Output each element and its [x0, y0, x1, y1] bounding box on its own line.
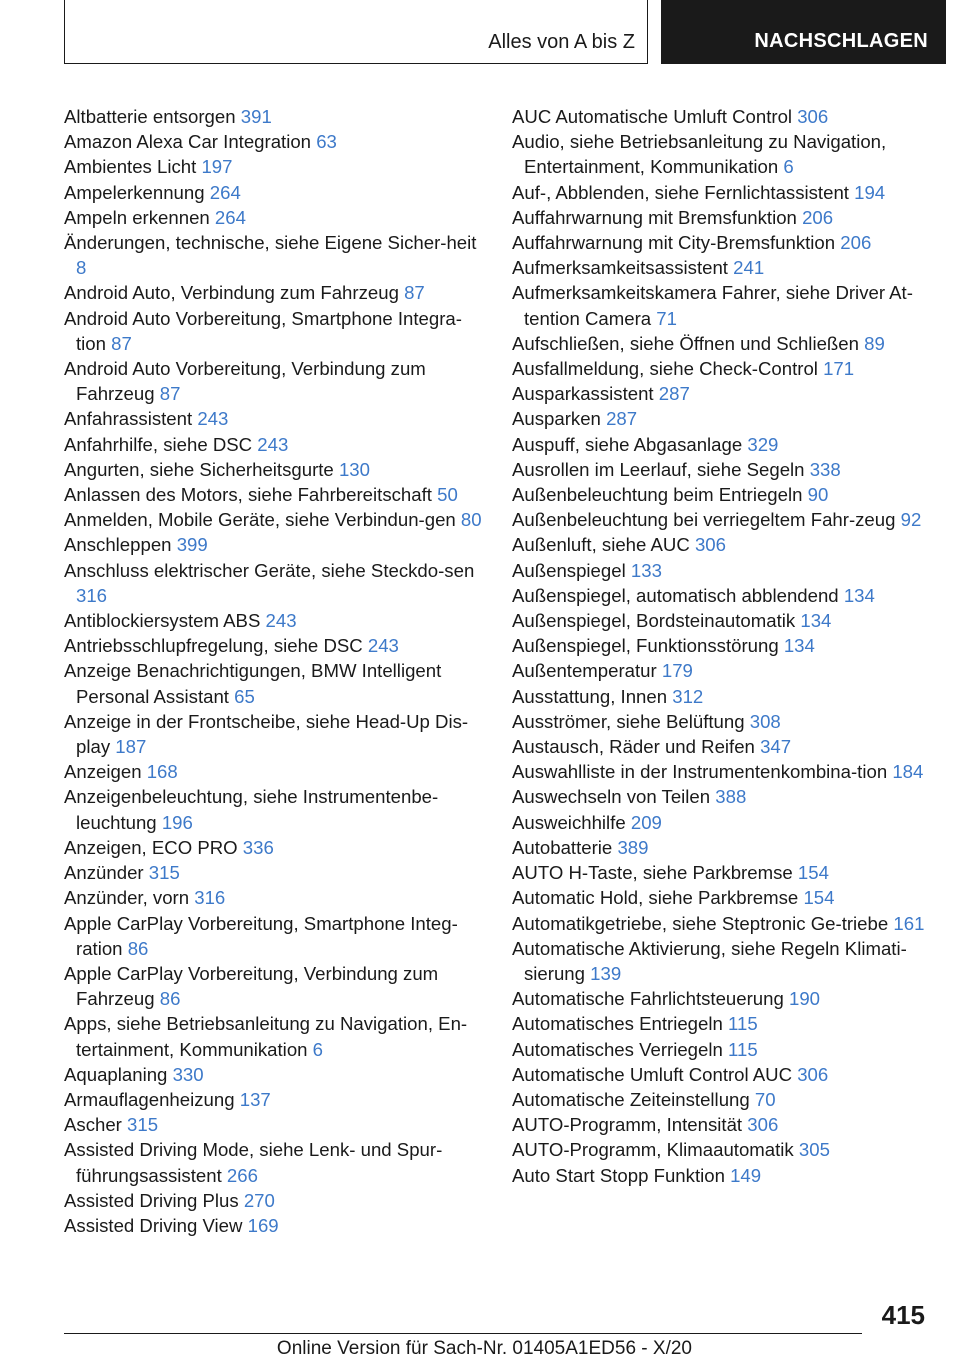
page-reference-link[interactable]: 86: [127, 937, 149, 959]
page-reference-link[interactable]: 197: [201, 156, 233, 178]
page-reference-link[interactable]: 80: [460, 509, 482, 531]
index-term: Anzünder, vorn: [64, 887, 190, 909]
index-entry: [512, 255, 932, 280]
index-entry: [64, 558, 484, 608]
footer-divider: [64, 1333, 862, 1334]
index-term: Audio, siehe Betriebsanleitung zu Navigation, Entertainment, Kommunikation: [512, 131, 887, 178]
index-entry: [512, 583, 932, 608]
page-reference-link[interactable]: 287: [606, 408, 638, 430]
index-entry: [64, 356, 484, 406]
index-term: Anzeigen, ECO PRO: [64, 836, 238, 858]
page-reference-link[interactable]: 194: [854, 181, 886, 203]
page-reference-link[interactable]: 306: [694, 534, 726, 556]
index-entry: [64, 154, 484, 179]
index-term: Außenspiegel, automatisch abblendend: [512, 584, 839, 606]
chapter-title: NACHSCHLAGEN: [754, 30, 928, 52]
page-reference-link[interactable]: 6: [783, 156, 794, 178]
index-entry: [512, 381, 932, 406]
page-reference-link[interactable]: 388: [715, 786, 747, 808]
index-term: Ausparkassistent: [512, 383, 654, 405]
index-entry: [512, 734, 932, 759]
index-entry: [64, 911, 484, 961]
page-reference-link[interactable]: 206: [840, 232, 872, 254]
index-entry: [512, 1163, 932, 1188]
index-term: Auspuff, siehe Abgasanlage: [512, 433, 743, 455]
index-entry: [512, 633, 932, 658]
page-reference-link[interactable]: 90: [807, 484, 829, 506]
index-term: Auffahrwarnung mit City-Bremsfunktion: [512, 232, 836, 254]
index-term: Auto Start Stopp Funktion: [512, 1164, 725, 1186]
page-reference-link[interactable]: 347: [760, 736, 792, 758]
index-entry: [64, 180, 484, 205]
index-term: Auf-, Abblenden, siehe Fernlichtassistent: [512, 181, 849, 203]
index-entry: [64, 104, 484, 129]
page-reference-link[interactable]: 65: [234, 685, 255, 707]
index-term: Aquaplaning: [64, 1063, 168, 1085]
index-entry: [512, 507, 932, 532]
index-term: Assisted Driving Plus: [64, 1189, 239, 1211]
page-reference-link[interactable]: 171: [823, 358, 855, 380]
index-term: Assisted Driving View: [64, 1214, 243, 1236]
index-entry: [64, 1112, 484, 1137]
index-term: Anzeige Benachrichtigungen, BMW Intelligent Personal Assistant: [64, 660, 442, 707]
index-term: Anfahrassistent: [64, 408, 193, 430]
index-term: Armauflagenheizung: [64, 1088, 235, 1110]
index-term: Außentemperatur: [512, 660, 657, 682]
index-entry: [64, 835, 484, 860]
page-reference-link[interactable]: 154: [803, 887, 835, 909]
page-reference-link[interactable]: 154: [797, 862, 829, 884]
index-entry: [64, 784, 484, 834]
index-term: Ascher: [64, 1114, 122, 1136]
page-reference-link[interactable]: 336: [242, 836, 274, 858]
index-entry: [64, 1137, 484, 1187]
page-reference-link[interactable]: 315: [148, 862, 180, 884]
page-reference-link[interactable]: 306: [797, 1063, 829, 1085]
page-reference-link[interactable]: 287: [658, 383, 690, 405]
page-reference-link[interactable]: 266: [226, 1164, 258, 1186]
index-entry: [512, 860, 932, 885]
index-entry: [512, 1112, 932, 1137]
index-entry: [512, 658, 932, 683]
index-term: Antiblockiersystem ABS: [64, 610, 261, 632]
page-reference-link[interactable]: 179: [661, 660, 693, 682]
page-reference-link[interactable]: 305: [798, 1139, 830, 1161]
index-term: Ausweichhilfe: [512, 811, 626, 833]
index-term: Android Auto Vorbereitung, Smartphone Integra-tion: [64, 307, 462, 354]
index-entry: [64, 759, 484, 784]
page-reference-link[interactable]: 115: [728, 1038, 758, 1060]
index-entry: [64, 608, 484, 633]
index-term: Assisted Driving Mode, siehe Lenk- und Spur-führungsassistent: [64, 1139, 443, 1186]
index-term: Ampelerkennung: [64, 181, 205, 203]
index-term: Anlassen des Motors, siehe Fahrbereitschaft: [64, 484, 432, 506]
index-term: Anzeigen: [64, 761, 142, 783]
index-entry: [64, 1062, 484, 1087]
index-entry: [64, 280, 484, 305]
index-column-right: [512, 104, 932, 1188]
index-entry: [512, 1037, 932, 1062]
index-term: AUTO H-Taste, siehe Parkbremse: [512, 862, 793, 884]
page-reference-link[interactable]: 243: [367, 635, 399, 657]
index-term: Altbatterie entsorgen: [64, 106, 236, 127]
index-entry: [64, 961, 484, 1011]
index-term: Aufschließen, siehe Öffnen und Schließen: [512, 332, 859, 354]
index-entry: [64, 306, 484, 356]
page-reference-link[interactable]: 6: [312, 1038, 324, 1060]
index-entry: [512, 129, 932, 179]
page-reference-link[interactable]: 312: [672, 685, 704, 707]
index-term: Außenspiegel, Funktionsstörung: [512, 635, 779, 657]
index-term: Angurten, siehe Sicherheitsgurte: [64, 458, 334, 480]
index-term: Automatische Fahrlichtsteuerung: [512, 988, 784, 1010]
index-term: AUTO-Programm, Intensität: [512, 1114, 743, 1136]
index-entry: [512, 331, 932, 356]
index-term: Anzeigenbeleuchtung, siehe Instrumentenbe-leuchtung: [64, 786, 439, 833]
index-entry: [512, 986, 932, 1011]
index-term: Ausstattung, Innen: [512, 685, 668, 707]
index-entry: [64, 658, 484, 708]
page-reference-link[interactable]: 71: [656, 307, 677, 329]
header-chapter-band: [661, 0, 946, 64]
index-entry: [512, 709, 932, 734]
page-reference-link[interactable]: 190: [789, 988, 821, 1010]
page-reference-link[interactable]: 89: [864, 332, 885, 354]
index-term: Ausfallmeldung, siehe Check-Control: [512, 358, 818, 380]
page-reference-link[interactable]: 270: [243, 1189, 275, 1211]
index-term: Ausparken: [512, 408, 601, 430]
page-reference-link[interactable]: 329: [747, 433, 779, 455]
index-entry: [64, 432, 484, 457]
index-entry: [64, 1213, 484, 1238]
index-entry: [512, 432, 932, 457]
index-entry: [64, 1087, 484, 1112]
page-reference-link[interactable]: 243: [197, 408, 229, 430]
index-entry: [64, 885, 484, 910]
index-term: Außenspiegel: [512, 559, 626, 581]
index-entry: [64, 633, 484, 658]
index-entry: [512, 104, 932, 129]
index-term: Automatische Aktivierung, siehe Regeln Klimati-sierung: [512, 937, 907, 984]
page-reference-link[interactable]: 241: [733, 257, 765, 279]
page-reference-link[interactable]: 389: [617, 836, 649, 858]
page-reference-link[interactable]: 243: [257, 433, 289, 455]
page-reference-link[interactable]: 149: [730, 1164, 762, 1186]
index-entry: [64, 860, 484, 885]
page-reference-link[interactable]: 86: [159, 988, 181, 1010]
page-reference-link[interactable]: 169: [247, 1214, 279, 1236]
page-reference-link[interactable]: 133: [630, 559, 662, 581]
page-reference-link[interactable]: 87: [111, 332, 132, 354]
index-term: Außenbeleuchtung beim Entriegeln: [512, 484, 803, 506]
index-entry: [64, 507, 484, 532]
page-reference-link[interactable]: 264: [209, 181, 241, 203]
page-reference-link[interactable]: 306: [797, 106, 829, 127]
index-entry: [512, 885, 932, 910]
page-reference-link[interactable]: 316: [76, 584, 108, 606]
section-title: Alles von A bis Z: [488, 31, 635, 53]
index-entry: [512, 608, 932, 633]
page-reference-link[interactable]: 338: [809, 458, 841, 480]
index-entry: [512, 558, 932, 583]
page-reference-link[interactable]: 391: [240, 106, 272, 127]
index-term: Außenspiegel, Bordsteinautomatik: [512, 610, 796, 632]
footer-online-version: Online Version für Sach-Nr. 01405A1ED56 - X/20: [276, 1338, 692, 1359]
index-entry: [64, 129, 484, 154]
page-reference-link[interactable]: 196: [161, 811, 193, 833]
page-reference-link[interactable]: 50: [437, 484, 458, 506]
index-entry: [64, 406, 484, 431]
index-entry: [512, 356, 932, 381]
page-reference-link[interactable]: 168: [146, 761, 178, 783]
index-entry: [64, 532, 484, 557]
index-term: Anschluss elektrischer Geräte, siehe Steckdo-sen: [64, 559, 475, 581]
index-term: Android Auto, Verbindung zum Fahrzeug: [64, 282, 399, 304]
index-term: Aufmerksamkeitsassistent: [512, 257, 728, 279]
index-term: Auswechseln von Teilen: [512, 786, 711, 808]
index-entry: [512, 810, 932, 835]
index-entry: [512, 280, 932, 330]
index-entry: [512, 911, 932, 936]
page-reference-link[interactable]: 399: [176, 534, 208, 556]
index-term: Antriebsschlupfregelung, siehe DSC: [64, 635, 363, 657]
index-term: Ausströmer, siehe Belüftung: [512, 710, 745, 732]
index-entry: [64, 1011, 484, 1061]
page-reference-link[interactable]: 306: [747, 1114, 779, 1136]
index-term: Außenluft, siehe AUC: [512, 534, 690, 556]
page-reference-link[interactable]: 330: [172, 1063, 204, 1085]
index-term: Anzünder: [64, 862, 144, 884]
index-term: Auffahrwarnung mit Bremsfunktion: [512, 206, 797, 228]
index-entry: [512, 759, 932, 784]
index-entry: [512, 1137, 932, 1162]
index-entry: [64, 482, 484, 507]
index-term: Autobatterie: [512, 836, 613, 858]
page-reference-link[interactable]: 137: [239, 1088, 271, 1110]
page-reference-link[interactable]: 63: [316, 131, 337, 153]
index-term: Automatisches Entriegeln: [512, 1013, 723, 1035]
index-term: Ampeln erkennen: [64, 206, 210, 228]
index-entry: [64, 709, 484, 759]
page-reference-link[interactable]: 115: [728, 1013, 758, 1035]
page-reference-link[interactable]: 315: [127, 1114, 159, 1136]
page-reference-link[interactable]: 87: [404, 282, 425, 304]
index-term: Änderungen, technische, siehe Eigene Sicher-heit: [64, 232, 477, 254]
index-entry: [64, 205, 484, 230]
page-reference-link[interactable]: 264: [214, 206, 246, 228]
page-reference-link[interactable]: 134: [800, 610, 832, 632]
index-entry: [512, 482, 932, 507]
index-term: Anschleppen: [64, 534, 172, 556]
index-term: Ambientes Licht: [64, 156, 197, 178]
index-term: Aufmerksamkeitskamera Fahrer, siehe Driver At-tention Camera: [512, 282, 913, 329]
index-entry: [512, 457, 932, 482]
page-reference-link[interactable]: 184: [892, 761, 924, 783]
page-reference-link[interactable]: 134: [783, 635, 815, 657]
index-term: Anfahrhilfe, siehe DSC: [64, 433, 253, 455]
index-entry: [512, 936, 932, 986]
index-term: Apple CarPlay Vorbereitung, Smartphone Integ-ration: [64, 912, 458, 959]
page-reference-link[interactable]: 308: [749, 710, 781, 732]
index-term: Automatische Zeiteinstellung: [512, 1088, 750, 1110]
index-entry: [512, 230, 932, 255]
page-reference-link[interactable]: 70: [754, 1088, 776, 1110]
index-entry: [64, 1188, 484, 1213]
index-term: Anzeige in der Frontscheibe, siehe Head-Up Dis-play: [64, 710, 469, 758]
page-reference-link[interactable]: 87: [159, 383, 181, 405]
page-reference-link[interactable]: 139: [590, 962, 622, 984]
page-reference-link[interactable]: 187: [115, 736, 147, 758]
index-entry: [512, 1011, 932, 1036]
index-term: AUC Automatische Umluft Control: [512, 106, 793, 127]
index-entry: [512, 1087, 932, 1112]
index-term: Automatische Umluft Control AUC: [512, 1063, 793, 1085]
index-term: Austausch, Räder und Reifen: [512, 736, 755, 758]
page-reference-link[interactable]: 243: [265, 610, 297, 632]
index-term: Android Auto Vorbereitung, Verbindung zum Fahrzeug: [64, 358, 426, 405]
index-term: Apple CarPlay Vorbereitung, Verbindung zum Fahrzeug: [64, 962, 439, 1010]
index-entry: [64, 230, 484, 280]
index-entry: [512, 784, 932, 809]
page-reference-link[interactable]: 8: [76, 257, 87, 279]
index-term: Amazon Alexa Car Integration: [64, 131, 312, 153]
index-entry: [512, 532, 932, 557]
index-entry: [512, 1062, 932, 1087]
header-section-box: [64, 0, 648, 64]
page-reference-link[interactable]: 206: [802, 206, 834, 228]
page-reference-link[interactable]: 161: [893, 912, 925, 934]
index-entry: [64, 457, 484, 482]
index-term: AUTO-Programm, Klimaautomatik: [512, 1139, 794, 1161]
page-reference-link[interactable]: 130: [338, 458, 370, 480]
index-entry: [512, 205, 932, 230]
page-number: 415: [881, 1300, 925, 1330]
index-term: Außenbeleuchtung bei verriegeltem Fahr-zeug: [512, 509, 896, 531]
index-term: Apps, siehe Betriebsanleitung zu Navigation, En-tertainment, Kommunikation: [64, 1013, 468, 1060]
page-reference-link[interactable]: 316: [194, 887, 226, 909]
page-reference-link[interactable]: 209: [630, 811, 662, 833]
index-term: Auswahlliste in der Instrumentenkombina-tion: [512, 761, 888, 783]
index-column-left: [64, 104, 484, 1238]
index-term: Automatisches Verriegeln: [512, 1038, 723, 1060]
index-term: Ausrollen im Leerlauf, siehe Segeln: [512, 458, 805, 480]
index-term: Automatikgetriebe, siehe Steptronic Ge-triebe: [512, 912, 889, 934]
index-entry: [512, 180, 932, 205]
index-term: Automatic Hold, siehe Parkbremse: [512, 887, 799, 909]
page-reference-link[interactable]: 134: [843, 584, 875, 606]
page-reference-link[interactable]: 92: [900, 509, 922, 531]
index-entry: [512, 406, 932, 431]
index-entry: [512, 835, 932, 860]
index-entry: [512, 684, 932, 709]
index-term: Anmelden, Mobile Geräte, siehe Verbindun-gen: [64, 509, 456, 531]
